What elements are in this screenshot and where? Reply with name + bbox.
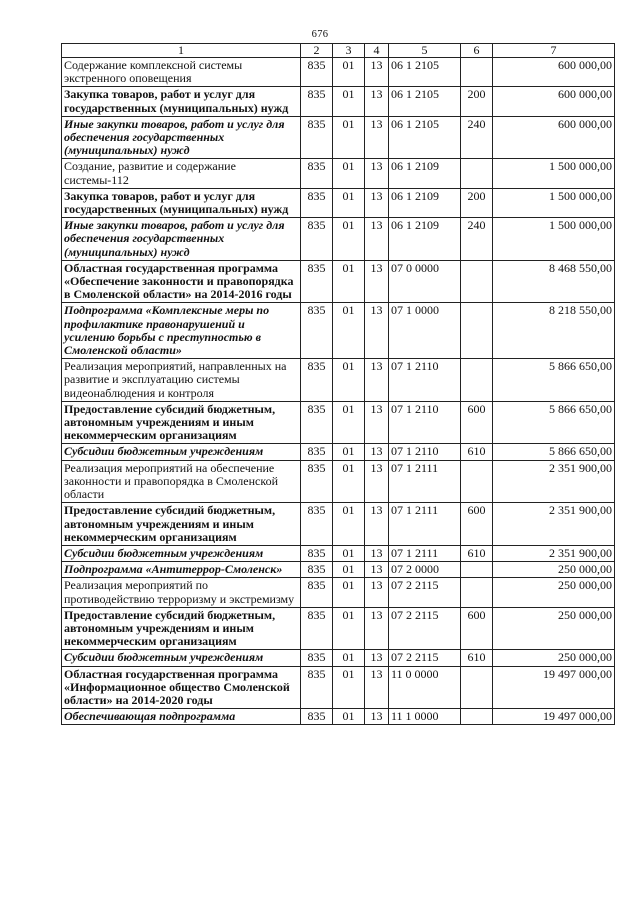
row-admin-code: 835 bbox=[301, 444, 333, 460]
row-subsection-code: 13 bbox=[365, 87, 389, 116]
row-name: Реализация мероприятий, направленных на развитие и эксплуатацию системы видеонаблюдения и контроля bbox=[62, 359, 301, 402]
row-amount: 250 000,00 bbox=[493, 650, 615, 666]
row-name: Областная государственная программа «Обеспечение законности и правопорядка в Смоленской области» на 2014-2016 годы bbox=[62, 260, 301, 303]
row-name: Реализация мероприятий по противодействию терроризму и экстремизму bbox=[62, 578, 301, 607]
row-amount: 250 000,00 bbox=[493, 578, 615, 607]
row-name: Областная государственная программа «Информационное общество Смоленской области» на 2014-2020 годы bbox=[62, 666, 301, 709]
row-name: Предоставление субсидий бюджетным, автономным учреждениям и иным некоммерческим организациям bbox=[62, 401, 301, 444]
table-row bbox=[62, 303, 615, 359]
row-section-code: 01 bbox=[333, 218, 365, 261]
row-subsection-code: 13 bbox=[365, 303, 389, 359]
row-name: Создание, развитие и содержание системы-112 bbox=[62, 159, 301, 188]
row-amount: 1 500 000,00 bbox=[493, 159, 615, 188]
row-section-code: 01 bbox=[333, 444, 365, 460]
table-row bbox=[62, 650, 615, 666]
row-expense-type bbox=[461, 709, 493, 725]
row-admin-code: 835 bbox=[301, 503, 333, 546]
row-expense-type: 600 bbox=[461, 503, 493, 546]
row-expense-type: 610 bbox=[461, 650, 493, 666]
row-section-code: 01 bbox=[333, 545, 365, 561]
header-col-4: 4 bbox=[365, 44, 389, 58]
row-target-code: 07 2 2115 bbox=[389, 607, 461, 650]
row-subsection-code: 13 bbox=[365, 58, 389, 87]
row-target-code: 07 1 0000 bbox=[389, 303, 461, 359]
row-admin-code: 835 bbox=[301, 188, 333, 217]
row-section-code: 01 bbox=[333, 260, 365, 303]
budget-table bbox=[61, 43, 615, 725]
row-section-code: 01 bbox=[333, 562, 365, 578]
table-row bbox=[62, 260, 615, 303]
row-expense-type bbox=[461, 58, 493, 87]
row-admin-code: 835 bbox=[301, 562, 333, 578]
row-section-code: 01 bbox=[333, 709, 365, 725]
row-admin-code: 835 bbox=[301, 116, 333, 159]
row-expense-type: 240 bbox=[461, 218, 493, 261]
row-expense-type: 600 bbox=[461, 401, 493, 444]
page-number: 676 bbox=[311, 29, 329, 40]
row-admin-code: 835 bbox=[301, 545, 333, 561]
row-subsection-code: 13 bbox=[365, 188, 389, 217]
row-subsection-code: 13 bbox=[365, 401, 389, 444]
table-row bbox=[62, 401, 615, 444]
row-amount: 600 000,00 bbox=[493, 87, 615, 116]
row-amount: 1 500 000,00 bbox=[493, 188, 615, 217]
row-amount: 1 500 000,00 bbox=[493, 218, 615, 261]
header-col-2: 2 bbox=[301, 44, 333, 58]
row-section-code: 01 bbox=[333, 460, 365, 503]
row-expense-type: 200 bbox=[461, 188, 493, 217]
row-name: Закупка товаров, работ и услуг для государственных (муниципальных) нужд bbox=[62, 188, 301, 217]
row-section-code: 01 bbox=[333, 666, 365, 709]
row-amount: 600 000,00 bbox=[493, 58, 615, 87]
row-name: Предоставление субсидий бюджетным, автономным учреждениям и иным некоммерческим организациям bbox=[62, 503, 301, 546]
row-name: Подпрограмма «Комплексные меры по профилактике правонарушений и усилению борьбы с преступностью в Смоленской области» bbox=[62, 303, 301, 359]
table-row bbox=[62, 188, 615, 217]
row-section-code: 01 bbox=[333, 578, 365, 607]
header-col-3: 3 bbox=[333, 44, 365, 58]
row-subsection-code: 13 bbox=[365, 562, 389, 578]
row-target-code: 07 1 2111 bbox=[389, 503, 461, 546]
row-admin-code: 835 bbox=[301, 58, 333, 87]
row-admin-code: 835 bbox=[301, 159, 333, 188]
row-subsection-code: 13 bbox=[365, 159, 389, 188]
table-row bbox=[62, 159, 615, 188]
row-expense-type bbox=[461, 159, 493, 188]
row-amount: 2 351 900,00 bbox=[493, 545, 615, 561]
row-target-code: 07 2 2115 bbox=[389, 650, 461, 666]
table-header-row bbox=[62, 44, 615, 58]
table-row bbox=[62, 460, 615, 503]
row-expense-type: 610 bbox=[461, 545, 493, 561]
row-name: Подпрограмма «Антитеррор-Смоленск» bbox=[62, 562, 301, 578]
row-subsection-code: 13 bbox=[365, 444, 389, 460]
row-expense-type bbox=[461, 260, 493, 303]
row-section-code: 01 bbox=[333, 359, 365, 402]
row-section-code: 01 bbox=[333, 650, 365, 666]
row-admin-code: 835 bbox=[301, 578, 333, 607]
row-amount: 19 497 000,00 bbox=[493, 666, 615, 709]
row-subsection-code: 13 bbox=[365, 503, 389, 546]
row-name: Обеспечивающая подпрограмма bbox=[62, 709, 301, 725]
header-col-1: 1 bbox=[62, 44, 301, 58]
row-expense-type: 240 bbox=[461, 116, 493, 159]
row-section-code: 01 bbox=[333, 401, 365, 444]
table-row bbox=[62, 503, 615, 546]
row-admin-code: 835 bbox=[301, 260, 333, 303]
row-target-code: 07 0 0000 bbox=[389, 260, 461, 303]
row-admin-code: 835 bbox=[301, 666, 333, 709]
row-name: Субсидии бюджетным учреждениям bbox=[62, 444, 301, 460]
row-subsection-code: 13 bbox=[365, 218, 389, 261]
row-target-code: 11 1 0000 bbox=[389, 709, 461, 725]
row-amount: 2 351 900,00 bbox=[493, 460, 615, 503]
row-subsection-code: 13 bbox=[365, 607, 389, 650]
row-name: Содержание комплексной системы экстренного оповещения bbox=[62, 58, 301, 87]
row-name: Иные закупки товаров, работ и услуг для обеспечения государственных (муниципальных) нужд bbox=[62, 218, 301, 261]
row-amount: 5 866 650,00 bbox=[493, 444, 615, 460]
table-row bbox=[62, 58, 615, 87]
row-section-code: 01 bbox=[333, 159, 365, 188]
row-subsection-code: 13 bbox=[365, 545, 389, 561]
row-target-code: 07 2 2115 bbox=[389, 578, 461, 607]
row-amount: 8 468 550,00 bbox=[493, 260, 615, 303]
row-target-code: 07 1 2110 bbox=[389, 444, 461, 460]
row-subsection-code: 13 bbox=[365, 116, 389, 159]
header-col-7: 7 bbox=[493, 44, 615, 58]
row-amount: 19 497 000,00 bbox=[493, 709, 615, 725]
row-admin-code: 835 bbox=[301, 401, 333, 444]
row-target-code: 11 0 0000 bbox=[389, 666, 461, 709]
row-amount: 250 000,00 bbox=[493, 607, 615, 650]
row-amount: 2 351 900,00 bbox=[493, 503, 615, 546]
table-row bbox=[62, 666, 615, 709]
row-expense-type bbox=[461, 460, 493, 503]
table-row bbox=[62, 359, 615, 402]
row-section-code: 01 bbox=[333, 87, 365, 116]
row-section-code: 01 bbox=[333, 188, 365, 217]
row-section-code: 01 bbox=[333, 116, 365, 159]
row-target-code: 06 1 2109 bbox=[389, 159, 461, 188]
row-admin-code: 835 bbox=[301, 303, 333, 359]
row-admin-code: 835 bbox=[301, 460, 333, 503]
table-row bbox=[62, 562, 615, 578]
row-expense-type bbox=[461, 359, 493, 402]
row-subsection-code: 13 bbox=[365, 260, 389, 303]
row-section-code: 01 bbox=[333, 607, 365, 650]
row-name: Субсидии бюджетным учреждениям bbox=[62, 650, 301, 666]
row-target-code: 07 1 2110 bbox=[389, 401, 461, 444]
row-subsection-code: 13 bbox=[365, 709, 389, 725]
row-amount: 5 866 650,00 bbox=[493, 401, 615, 444]
row-subsection-code: 13 bbox=[365, 650, 389, 666]
row-name: Предоставление субсидий бюджетным, автономным учреждениям и иным некоммерческим организациям bbox=[62, 607, 301, 650]
row-subsection-code: 13 bbox=[365, 578, 389, 607]
row-expense-type bbox=[461, 303, 493, 359]
row-amount: 250 000,00 bbox=[493, 562, 615, 578]
table-row bbox=[62, 444, 615, 460]
table-row bbox=[62, 87, 615, 116]
row-name: Иные закупки товаров, работ и услуг для обеспечения государственных (муниципальных) нужд bbox=[62, 116, 301, 159]
row-target-code: 06 1 2109 bbox=[389, 188, 461, 217]
row-amount: 600 000,00 bbox=[493, 116, 615, 159]
table-row bbox=[62, 218, 615, 261]
table-body bbox=[62, 58, 615, 725]
row-target-code: 06 1 2105 bbox=[389, 58, 461, 87]
row-admin-code: 835 bbox=[301, 650, 333, 666]
row-target-code: 07 1 2111 bbox=[389, 460, 461, 503]
row-name: Закупка товаров, работ и услуг для государственных (муниципальных) нужд bbox=[62, 87, 301, 116]
row-target-code: 07 1 2110 bbox=[389, 359, 461, 402]
row-target-code: 06 1 2105 bbox=[389, 87, 461, 116]
table-row bbox=[62, 545, 615, 561]
row-admin-code: 835 bbox=[301, 607, 333, 650]
row-expense-type: 610 bbox=[461, 444, 493, 460]
row-target-code: 07 1 2111 bbox=[389, 545, 461, 561]
row-section-code: 01 bbox=[333, 58, 365, 87]
table-row bbox=[62, 116, 615, 159]
row-expense-type: 200 bbox=[461, 87, 493, 116]
header-col-6: 6 bbox=[461, 44, 493, 58]
row-name: Субсидии бюджетным учреждениям bbox=[62, 545, 301, 561]
row-target-code: 06 1 2105 bbox=[389, 116, 461, 159]
row-admin-code: 835 bbox=[301, 87, 333, 116]
row-target-code: 07 2 0000 bbox=[389, 562, 461, 578]
row-admin-code: 835 bbox=[301, 359, 333, 402]
table-row bbox=[62, 709, 615, 725]
row-section-code: 01 bbox=[333, 503, 365, 546]
row-amount: 5 866 650,00 bbox=[493, 359, 615, 402]
row-name: Реализация мероприятий на обеспечение законности и правопорядка в Смоленской области bbox=[62, 460, 301, 503]
row-target-code: 06 1 2109 bbox=[389, 218, 461, 261]
table-row bbox=[62, 578, 615, 607]
row-expense-type bbox=[461, 666, 493, 709]
row-admin-code: 835 bbox=[301, 709, 333, 725]
row-admin-code: 835 bbox=[301, 218, 333, 261]
row-subsection-code: 13 bbox=[365, 460, 389, 503]
row-subsection-code: 13 bbox=[365, 359, 389, 402]
row-expense-type bbox=[461, 562, 493, 578]
row-amount: 8 218 550,00 bbox=[493, 303, 615, 359]
row-expense-type: 600 bbox=[461, 607, 493, 650]
row-expense-type bbox=[461, 578, 493, 607]
header-col-5: 5 bbox=[389, 44, 461, 58]
row-section-code: 01 bbox=[333, 303, 365, 359]
table-row bbox=[62, 607, 615, 650]
row-subsection-code: 13 bbox=[365, 666, 389, 709]
